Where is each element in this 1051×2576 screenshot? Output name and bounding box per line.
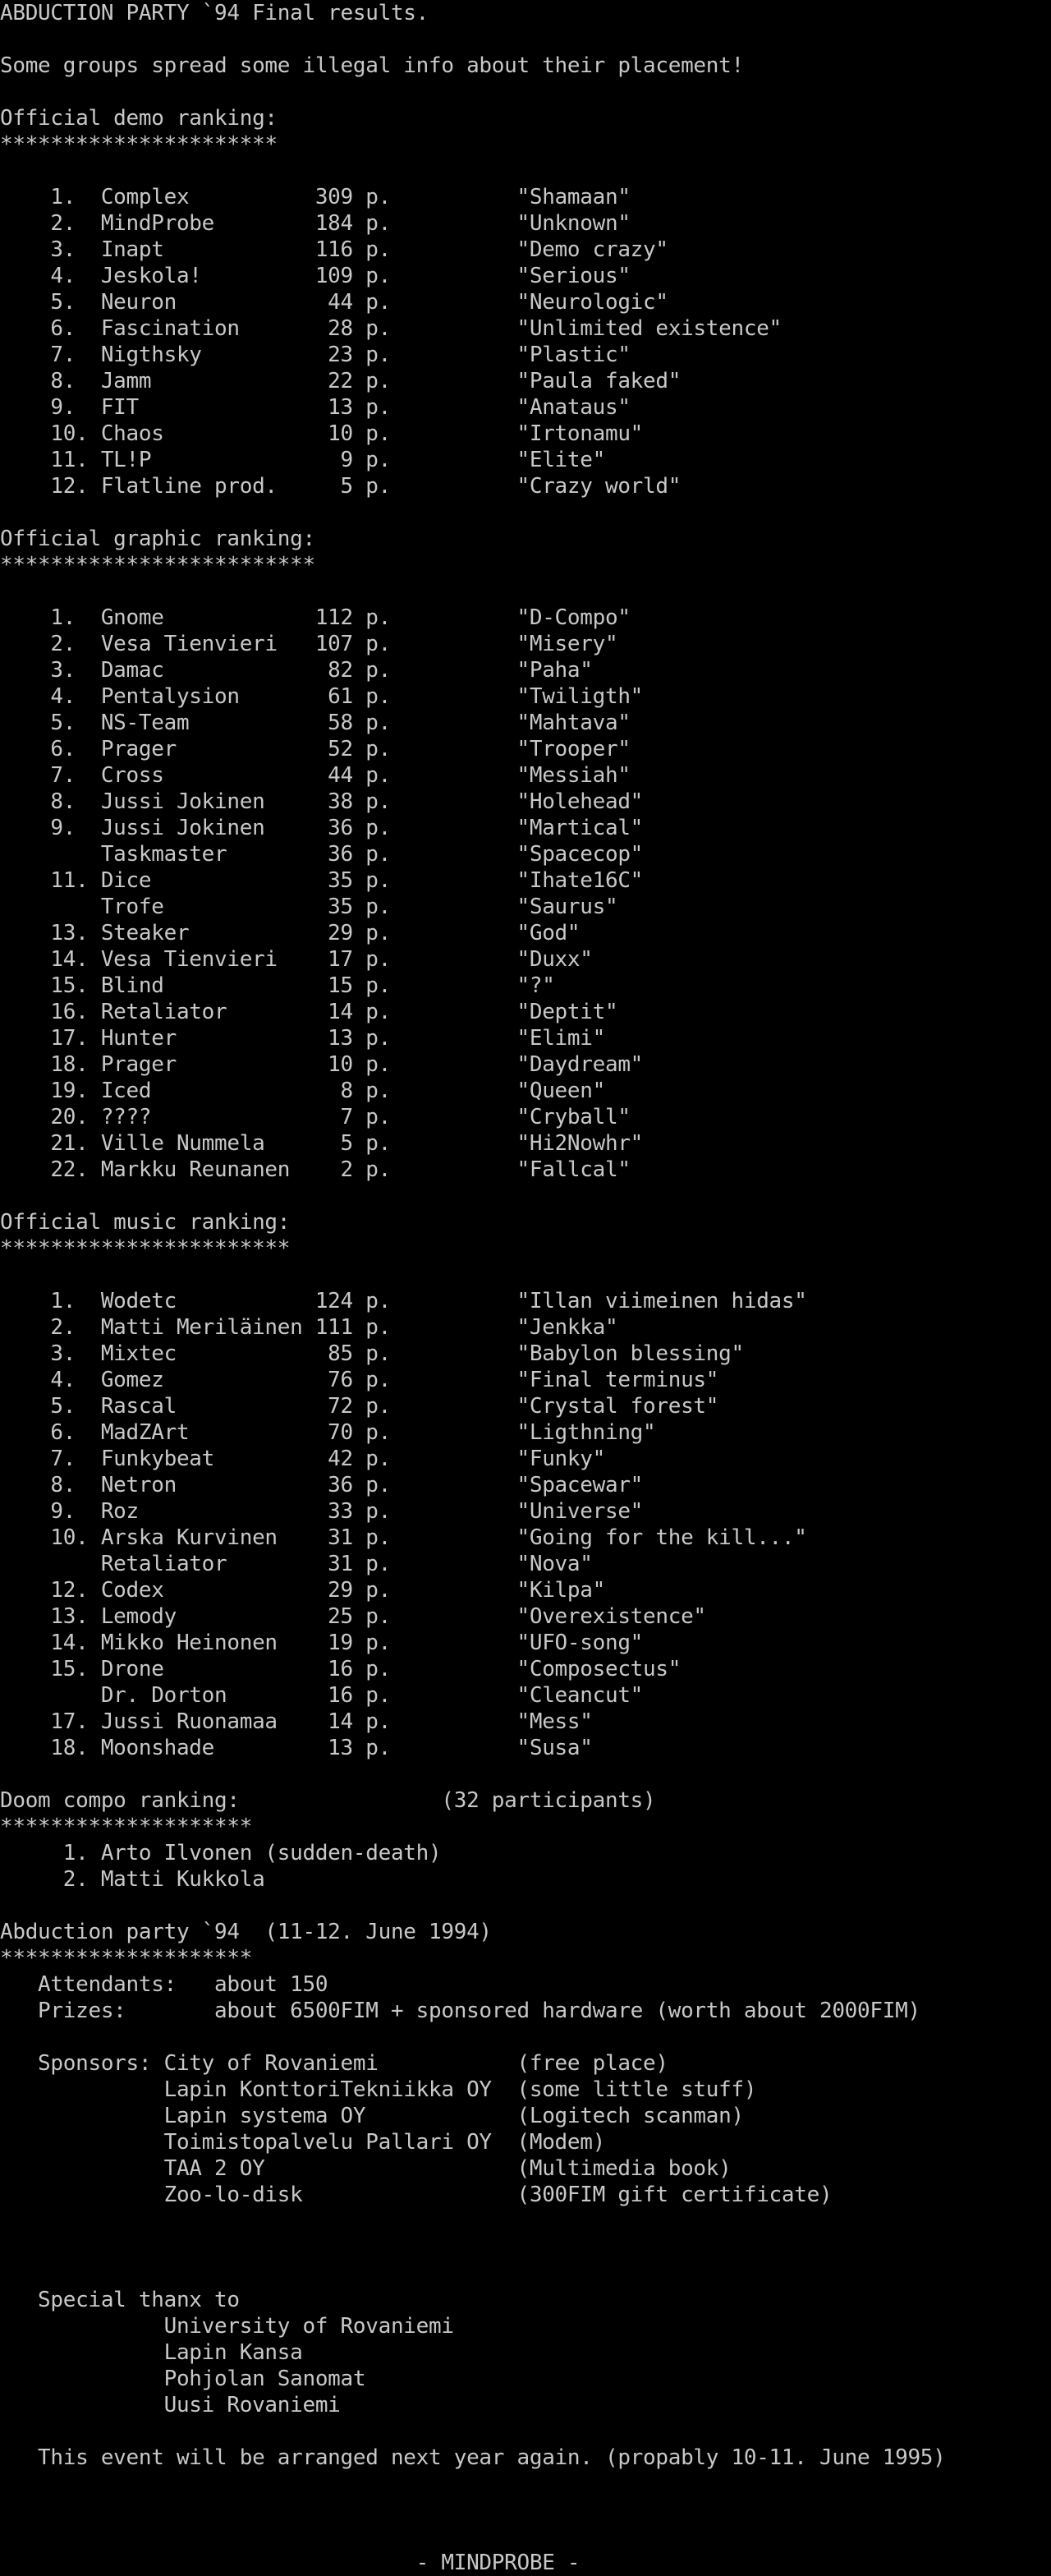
text-line: 18. Prager 10 p. "Daydream" [0, 1052, 644, 1077]
text-line: 1. Gnome 112 p. "D-Compo" [0, 605, 631, 630]
text-line: *********************** [0, 1236, 291, 1261]
text-line: Special thanx to [0, 2288, 240, 2312]
text-line: 5. Neuron 44 p. "Neurologic" [0, 290, 668, 315]
text-line: 4. Gomez 76 p. "Final terminus" [0, 1368, 719, 1392]
text-line: 18. Moonshade 13 p. "Susa" [0, 1736, 593, 1760]
text-line [0, 79, 1051, 105]
text-line [0, 2208, 1051, 2234]
text-line: This event will be arranged next year again. (propably 10-11. June 1995) [0, 2445, 946, 2470]
text-line: 15. Blind 15 p. "?" [0, 973, 555, 998]
text-line [0, 499, 1051, 526]
document-title: ABDUCTION PARTY `94 Final results. [0, 1, 429, 25]
text-line: Lapin KonttoriTekniikka OY (some little stuff) [0, 2077, 757, 2102]
text-line: Uusi Rovaniemi [0, 2393, 341, 2417]
text-line [0, 26, 1051, 53]
text-line: 12. Flatline prod. 5 p. "Crazy world" [0, 474, 682, 499]
text-line: 3. Inapt 116 p. "Demo crazy" [0, 237, 668, 262]
text-line: Retaliator 31 p. "Nova" [0, 1552, 593, 1576]
text-line: 2. Matti Meriläinen 111 p. "Jenkka" [0, 1315, 618, 1340]
text-line: 14. Vesa Tienvieri 17 p. "Duxx" [0, 947, 593, 972]
text-line: Some groups spread some illegal info about their placement! [0, 53, 744, 78]
text-line: Taskmaster 36 p. "Spacecop" [0, 842, 644, 867]
text-line: 13. Steaker 29 p. "God" [0, 921, 581, 945]
text-line: 4. Pentalysion 61 p. "Twiligth" [0, 684, 644, 709]
text-line: ************************* [0, 553, 315, 577]
text-line: Toimistopalvelu Pallari OY (Modem) [0, 2130, 605, 2155]
text-line [0, 2418, 1051, 2445]
text-line: Zoo-lo-disk (300FIM gift certificate) [0, 2183, 833, 2207]
text-line: Trofe 35 p. "Saurus" [0, 895, 618, 919]
text-line: 4. Jeskola! 109 p. "Serious" [0, 264, 631, 288]
text-line [0, 1893, 1051, 1919]
text-line: 15. Drone 16 p. "Composectus" [0, 1657, 682, 1681]
text-line: Dr. Dorton 16 p. "Cleancut" [0, 1683, 644, 1708]
text-line: 16. Retaliator 14 p. "Deptit" [0, 1000, 618, 1024]
text-line [0, 1183, 1051, 1209]
text-line: 11. Dice 35 p. "Ihate16C" [0, 868, 644, 893]
text-line: 10. Chaos 10 p. "Irtonamu" [0, 421, 644, 446]
text-line [0, 2234, 1051, 2261]
text-line [0, 578, 1051, 605]
text-line: Doom compo ranking: (32 participants) [0, 1788, 656, 1813]
text-line [0, 2497, 1051, 2523]
text-line: Lapin Kansa [0, 2340, 303, 2365]
text-line: Abduction party `94 (11-12. June 1994) [0, 1920, 492, 1944]
text-line: 17. Jussi Ruonamaa 14 p. "Mess" [0, 1709, 593, 1734]
text-line [0, 2024, 1051, 2050]
text-line: Sponsors: City of Rovaniemi (free place) [0, 2051, 668, 2076]
text-line: 3. Damac 82 p. "Paha" [0, 658, 593, 683]
text-line: 22. Markku Reunanen 2 p. "Fallcal" [0, 1157, 631, 1182]
text-line: 5. NS-Team 58 p. "Mahtava" [0, 711, 631, 735]
text-line: University of Rovaniemi [0, 2314, 454, 2339]
text-line: 9. FIT 13 p. "Anataus" [0, 395, 631, 420]
text-line: 19. Iced 8 p. "Queen" [0, 1079, 605, 1103]
text-line: 6. Prager 52 p. "Trooper" [0, 737, 631, 761]
text-line: 2. Vesa Tienvieri 107 p. "Misery" [0, 632, 618, 656]
text-line: 1. Complex 309 p. "Shamaan" [0, 185, 631, 209]
text-line [0, 2471, 1051, 2497]
text-line: Pohjolan Sanomat [0, 2367, 366, 2391]
text-line: 1. Wodetc 124 p. "Illan viimeinen hidas" [0, 1289, 807, 1313]
text-line: 2. MindProbe 184 p. "Unknown" [0, 211, 631, 236]
text-line: ******************** [0, 1815, 253, 1839]
text-line [0, 2261, 1051, 2287]
text-line [0, 2523, 1051, 2550]
text-line: Prizes: about 6500FIM + sponsored hardware (worth about 2000FIM) [0, 1999, 920, 2023]
text-line: 9. Roz 33 p. "Universe" [0, 1499, 644, 1524]
text-line [0, 158, 1051, 184]
text-line: 7. Cross 44 p. "Messiah" [0, 763, 631, 788]
text-line: Official music ranking: [0, 1210, 291, 1235]
text-line: 6. MadZArt 70 p. "Ligthning" [0, 1420, 656, 1445]
text-line: Official graphic ranking: [0, 527, 315, 551]
text-line: 6. Fascination 28 p. "Unlimited existence" [0, 316, 782, 341]
text-line: 3. Mixtec 85 p. "Babylon blessing" [0, 1341, 744, 1366]
text-line: 21. Ville Nummela 5 p. "Hi2Nowhr" [0, 1131, 644, 1156]
text-line: 20. ???? 7 p. "Cryball" [0, 1105, 631, 1129]
text-line: 8. Jamm 22 p. "Paula faked" [0, 369, 682, 393]
text-line: Official demo ranking: [0, 106, 278, 131]
text-line: 13. Lemody 25 p. "Overexistence" [0, 1604, 706, 1629]
text-line: 17. Hunter 13 p. "Elimi" [0, 1026, 605, 1051]
text-line: 11. TL!P 9 p. "Elite" [0, 448, 605, 472]
text-line: 1. Arto Ilvonen (sudden-death) [0, 1841, 442, 1865]
text-line: 10. Arska Kurvinen 31 p. "Going for the kill..." [0, 1525, 807, 1550]
text-line: 7. Funkybeat 42 p. "Funky" [0, 1447, 605, 1471]
text-line: ********************** [0, 132, 278, 157]
text-line [0, 1761, 1051, 1787]
text-line: 8. Jussi Jokinen 38 p. "Holehead" [0, 789, 644, 814]
text-line: Lapin systema OY (Logitech scanman) [0, 2104, 744, 2128]
text-line: 14. Mikko Heinonen 19 p. "UFO-song" [0, 1631, 644, 1655]
text-line: 2. Matti Kukkola [0, 1867, 265, 1892]
text-line: 8. Netron 36 p. "Spacewar" [0, 1473, 644, 1497]
text-line: TAA 2 OY (Multimedia book) [0, 2156, 732, 2181]
text-line: 7. Nigthsky 23 p. "Plastic" [0, 343, 631, 367]
text-line: Attendants: about 150 [0, 1972, 328, 1997]
text-line: 5. Rascal 72 p. "Crystal forest" [0, 1394, 719, 1419]
text-line [0, 1262, 1051, 1288]
text-line: 9. Jussi Jokinen 36 p. "Martical" [0, 816, 644, 840]
text-line: - MINDPROBE - [0, 2551, 581, 2575]
text-line: ******************** [0, 1946, 253, 1971]
text-line: 12. Codex 29 p. "Kilpa" [0, 1578, 605, 1603]
